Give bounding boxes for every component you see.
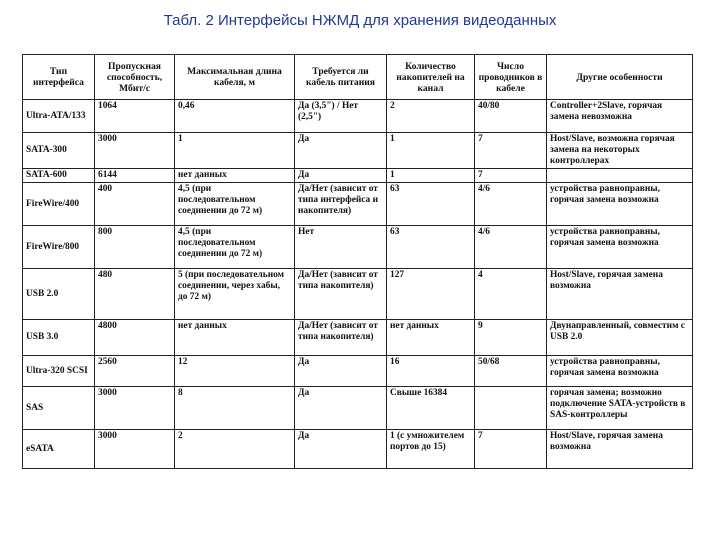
table-cell: 40/80 [475, 100, 547, 133]
table-cell: 1 (с умножителем портов до 15) [387, 430, 475, 469]
header-cell: Тип интерфейса [23, 55, 95, 100]
table-cell: 7 [475, 430, 547, 469]
table-cell: 63 [387, 226, 475, 269]
table-cell: Host/Slave, возможна горячая замена на некоторых контроллерах [547, 133, 693, 169]
table-cell: 1064 [95, 100, 175, 133]
table-cell: Да [295, 169, 387, 183]
table-cell: Нет [295, 226, 387, 269]
table-cell: Да/Нет (зависит от типа интерфейса и накопителя) [295, 183, 387, 226]
table-cell: Да/Нет (зависит от типа накопителя) [295, 320, 387, 356]
table-cell: 7 [475, 133, 547, 169]
table-row [23, 320, 693, 356]
table-row [23, 133, 693, 169]
table-header-row [23, 55, 693, 100]
table-cell: нет данных [387, 320, 475, 356]
table-cell: 2560 [95, 356, 175, 387]
table-cell: 4800 [95, 320, 175, 356]
table-cell: SATA-300 [23, 133, 95, 169]
table-row [23, 226, 693, 269]
header-cell: Число проводников в кабеле [475, 55, 547, 100]
table-cell: Host/Slave, горячая замена возможна [547, 430, 693, 469]
table-cell: Да [295, 430, 387, 469]
table-cell: 6144 [95, 169, 175, 183]
table-cell: 9 [475, 320, 547, 356]
table-cell: 7 [475, 169, 547, 183]
table-cell: Да [295, 387, 387, 430]
table-cell: Свыше 16384 [387, 387, 475, 430]
table-cell: 5 (при последовательном соединении, через хабы, до 72 м) [175, 269, 295, 320]
table-cell: 63 [387, 183, 475, 226]
table-cell: нет данных [175, 169, 295, 183]
table-row [23, 269, 693, 320]
table-cell: Ultra-320 SCSI [23, 356, 95, 387]
table-cell: 16 [387, 356, 475, 387]
table-cell: 4,5 (при последовательном соединении до 72 м) [175, 226, 295, 269]
header-cell: Максимальная длина кабеля, м [175, 55, 295, 100]
table-cell: 1 [387, 169, 475, 183]
table-cell: устройства равноправны, горячая замена возможна [547, 226, 693, 269]
table-cell: eSATA [23, 430, 95, 469]
table-cell: 1 [387, 133, 475, 169]
table-cell: 50/68 [475, 356, 547, 387]
table-cell: устройства равноправны, горячая замена возможна [547, 356, 693, 387]
table-row [23, 356, 693, 387]
table-cell: 3000 [95, 133, 175, 169]
table-cell: SATA-600 [23, 169, 95, 183]
table-cell: 8 [175, 387, 295, 430]
table-cell: 12 [175, 356, 295, 387]
header-cell: Пропускная способность, Мбит/с [95, 55, 175, 100]
table-cell: 3000 [95, 387, 175, 430]
table-cell: Ultra-ATA/133 [23, 100, 95, 133]
table-cell: 127 [387, 269, 475, 320]
table-cell: SAS [23, 387, 95, 430]
table-cell: Да [295, 356, 387, 387]
table-cell: USB 2.0 [23, 269, 95, 320]
table-row [23, 387, 693, 430]
table-cell [475, 387, 547, 430]
table-cell: 4/6 [475, 183, 547, 226]
table-cell: 2 [175, 430, 295, 469]
table-cell: 1 [175, 133, 295, 169]
table-cell: устройства равноправны, горячая замена возможна [547, 183, 693, 226]
table-cell: 400 [95, 183, 175, 226]
table-cell: 3000 [95, 430, 175, 469]
table-cell: 480 [95, 269, 175, 320]
table-cell: Да [295, 133, 387, 169]
table-cell [547, 169, 693, 183]
table-cell: 2 [387, 100, 475, 133]
table-cell: FireWire/400 [23, 183, 95, 226]
table-row [23, 183, 693, 226]
page-title: Табл. 2 Интерфейсы НЖМД для хранения видеоданных [163, 12, 557, 29]
table-cell: 800 [95, 226, 175, 269]
table-cell: 4/6 [475, 226, 547, 269]
table-cell: 4,5 (при последовательном соединении до 72 м) [175, 183, 295, 226]
table-cell: Да (3,5") / Нет (2,5") [295, 100, 387, 133]
table-cell: USB 3.0 [23, 320, 95, 356]
table-cell: Да/Нет (зависит от типа накопителя) [295, 269, 387, 320]
table-cell: Host/Slave, горячая замена возможна [547, 269, 693, 320]
table-cell: Controller+2Slave, горячая замена невозможна [547, 100, 693, 133]
table-cell: нет данных [175, 320, 295, 356]
table-cell: FireWire/800 [23, 226, 95, 269]
table-row [23, 100, 693, 133]
table-cell: Двунаправленный, совместим с USB 2.0 [547, 320, 693, 356]
table-cell: 4 [475, 269, 547, 320]
table-row [23, 169, 693, 183]
table-cell: 0,46 [175, 100, 295, 133]
table-row [23, 430, 693, 469]
interfaces-table [22, 54, 693, 469]
header-cell: Требуется ли кабель питания [295, 55, 387, 100]
header-cell: Количество накопителей на канал [387, 55, 475, 100]
header-cell: Другие особенности [547, 55, 693, 100]
table-cell: горячая замена; возможно подключение SATA-устройств в SAS-контроллеры [547, 387, 693, 430]
